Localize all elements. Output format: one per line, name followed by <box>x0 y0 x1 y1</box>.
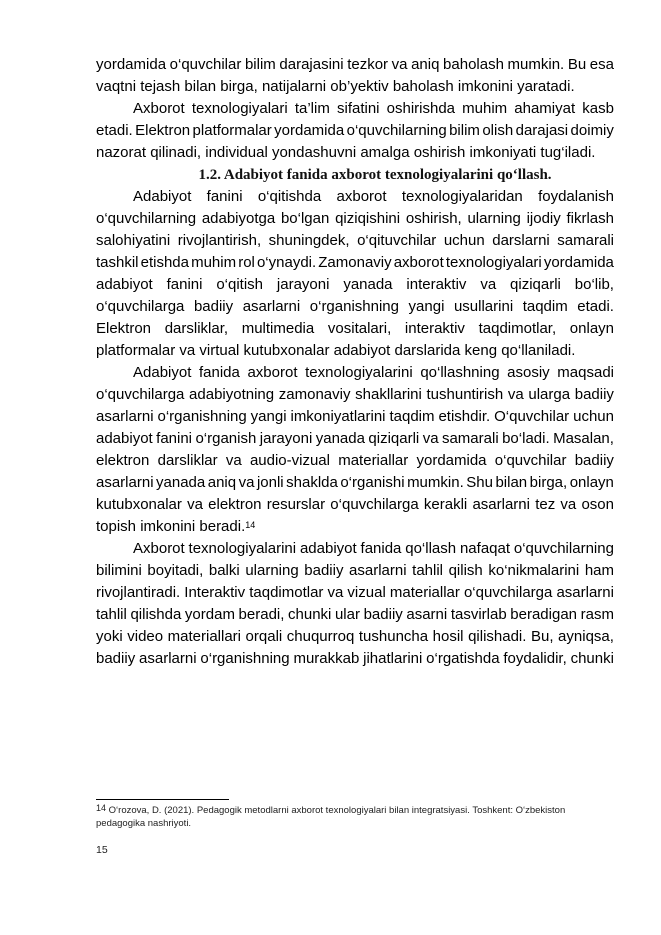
word: yordamida <box>416 452 487 469</box>
word: olish <box>482 122 514 139</box>
word: shuningdek, <box>268 232 350 249</box>
word: darajasi <box>515 122 569 139</box>
word: rasm <box>580 606 614 623</box>
word: qiziqarli <box>368 430 420 447</box>
word: shaklda <box>286 474 338 491</box>
text-line <box>96 252 614 274</box>
text-line <box>96 76 614 98</box>
word: axborot <box>336 188 387 205</box>
word: uchun <box>443 232 485 249</box>
word: ularga <box>528 386 571 403</box>
word: boyitadi, <box>147 562 204 579</box>
word: texnologiyalari <box>191 100 288 117</box>
word: yanada <box>156 474 206 491</box>
word: fanida <box>360 540 402 557</box>
word: bilan <box>495 474 528 491</box>
text-line <box>96 560 614 582</box>
text-line <box>96 494 614 516</box>
word: ham <box>584 562 614 579</box>
word: texnologiyalarini <box>305 364 413 381</box>
word: Shu <box>466 474 493 491</box>
word: o‘qituvchilar <box>357 232 437 249</box>
word: ta’lim <box>294 100 330 117</box>
word: fikrlash <box>566 210 614 227</box>
word: o‘quvchilarning <box>513 540 614 557</box>
word: yangi <box>250 408 287 425</box>
word: va <box>560 496 577 513</box>
word: onlayn <box>569 320 614 337</box>
word: tahlil <box>96 606 127 623</box>
word: balki <box>208 562 240 579</box>
word: o‘quvchilarga <box>463 584 553 601</box>
word: o‘rganishning <box>200 650 290 667</box>
word: etishda <box>140 254 189 271</box>
word: fanini <box>156 430 193 447</box>
word: va <box>422 430 439 447</box>
word: video <box>127 628 164 645</box>
word: asarlarni <box>96 474 154 491</box>
word: ularning <box>467 210 521 227</box>
text-line <box>96 54 614 76</box>
footnote-number: 14 <box>96 803 107 813</box>
word: tushuncha <box>358 628 429 645</box>
word: tasvirlab <box>450 606 507 623</box>
line-text: vaqtni tejash bilan birga, natijalarni ob’yektiv baholash imkonini yaratadi. <box>96 78 575 95</box>
line-text: topish imkonini beradi. <box>96 518 246 535</box>
word: va <box>187 496 203 513</box>
word: o‘rganishi <box>340 474 405 491</box>
word: hosil <box>432 628 464 645</box>
word: va <box>327 584 344 601</box>
word: texnologiyalaridan <box>401 188 523 205</box>
word: ular <box>334 606 360 623</box>
word: usullarini <box>453 298 514 315</box>
word: badiiy <box>574 386 614 403</box>
word: qilishda <box>130 606 182 623</box>
word: materiallar <box>338 452 409 469</box>
word: o‘rganish <box>195 430 257 447</box>
word: o‘quvchilarga <box>330 496 419 513</box>
word: bo‘ladi. <box>502 430 550 447</box>
word: o‘rganishning <box>309 298 399 315</box>
word: Adabiyot <box>133 188 192 205</box>
word: o‘qitish <box>216 276 264 293</box>
footnote-reference: 14 <box>245 520 256 530</box>
word: beradi, <box>238 606 285 623</box>
text-line <box>96 230 614 252</box>
line-text: nazorat qilinadi, individual yondashuvni amalga oshirish imkoniyati tug‘iladi. <box>96 144 596 161</box>
word: shakllarini <box>355 386 422 403</box>
word: onlayn <box>569 474 614 491</box>
word: aniq <box>207 474 237 491</box>
word: jonli <box>256 474 284 491</box>
word: badiiy <box>574 452 614 469</box>
word: darsliklar <box>157 452 218 469</box>
word: rol <box>238 254 255 271</box>
word: asarni <box>406 606 448 623</box>
word: kerakli <box>423 496 468 513</box>
word: imkoniyatlarini <box>290 408 386 425</box>
word: mumkin. <box>407 474 464 491</box>
footnote-separator <box>96 799 229 800</box>
word: va <box>225 452 242 469</box>
word: chunki <box>570 650 614 667</box>
word: foydalanish <box>538 188 614 205</box>
word: yordam <box>184 606 235 623</box>
word: Axborot <box>133 540 185 557</box>
word: asarlarni <box>96 408 154 425</box>
word: nafaqat <box>459 540 511 557</box>
word: badiiy <box>193 298 234 315</box>
word: o‘rganishning <box>157 408 247 425</box>
word: O‘quvchilar <box>494 408 570 425</box>
word: o‘quvchilarga <box>96 298 185 315</box>
text-line <box>96 186 614 208</box>
text-line <box>96 296 614 318</box>
section-heading: 1.2. Adabiyot fanida axborot texnologiyalarini qo‘llash. <box>198 167 552 183</box>
word: resurslar <box>266 496 326 513</box>
word: elektron <box>208 496 262 513</box>
text-line <box>96 582 614 604</box>
word: o‘quvchilarga <box>96 386 185 403</box>
word: adabiyotga <box>201 210 276 227</box>
text-line <box>96 538 614 560</box>
footnote <box>96 804 616 830</box>
word: qo‘llash <box>405 540 457 557</box>
word: Elektron <box>96 320 152 337</box>
word: tashkil <box>96 254 139 271</box>
word: texnologiyalarini <box>188 540 297 557</box>
word: asarlarni <box>242 298 301 315</box>
word: fanini <box>166 276 203 293</box>
word: elektron <box>96 452 150 469</box>
word: chuqurroq <box>286 628 355 645</box>
word: esa <box>589 56 614 73</box>
word: Bu, <box>530 628 554 645</box>
word: kutubxonalar <box>96 496 182 513</box>
word: materiallari <box>167 628 241 645</box>
word: audio-vizual <box>249 452 330 469</box>
text-line <box>96 208 614 230</box>
word: asarlarni <box>349 562 407 579</box>
word: doimiy <box>570 122 614 139</box>
word: platformalar <box>192 122 272 139</box>
word: bo‘lgan <box>280 210 330 227</box>
word: asarlarni <box>139 650 197 667</box>
document-body <box>96 54 614 670</box>
word: qilishadi. <box>468 628 527 645</box>
text-line <box>96 318 614 340</box>
word: texnologiyalari <box>445 254 542 271</box>
word: taqdimotlar, <box>478 320 557 337</box>
word: Masalan, <box>553 430 614 447</box>
word: zamonaviy <box>278 386 351 403</box>
word: o‘ynaydi. <box>256 254 317 271</box>
text-line <box>96 340 614 362</box>
line-text: platformalar va virtual kutubxonalar adabiyot darslarida keng qo‘llaniladi. <box>96 342 576 359</box>
word: darajasini <box>279 56 344 73</box>
text-line <box>96 472 614 494</box>
word: tez <box>535 496 556 513</box>
text-line <box>96 142 614 164</box>
word: o‘quvchilarning <box>96 210 197 227</box>
text-line <box>96 120 614 142</box>
text-line <box>96 428 614 450</box>
word: jarayoni <box>276 276 330 293</box>
word: badiiy <box>96 650 136 667</box>
word: taqdim <box>389 408 435 425</box>
word: interaktiv <box>406 276 467 293</box>
word: badiiy <box>363 606 403 623</box>
word: mumkin. <box>507 56 565 73</box>
word: o‘quvchilar <box>169 56 242 73</box>
footnote-text: O‘rozova, D. (2021). Pedagogik metodlarni axborot texnologiyalari bilan integratsiyasi. Toshkent: O‘zbekiston <box>106 805 566 816</box>
word: yoki <box>96 628 123 645</box>
word: Bu <box>567 56 587 73</box>
word: muhim <box>191 254 237 271</box>
word: adabiyotning <box>189 386 275 403</box>
word: fanini <box>206 188 243 205</box>
word: bilim <box>449 122 480 139</box>
page-number: 15 <box>96 844 108 856</box>
word: salohiyatini <box>96 232 171 249</box>
word: asarlarni <box>556 584 614 601</box>
word: baholash <box>443 56 504 73</box>
word: jihatlarini <box>363 650 423 667</box>
word: jarayoni <box>259 430 313 447</box>
word: ijodiy <box>526 210 561 227</box>
word: samarali <box>557 232 614 249</box>
word: etadi. <box>96 122 133 139</box>
word: bilim <box>244 56 276 73</box>
word: foydalidir, <box>503 650 567 667</box>
word: asosiy <box>507 364 550 381</box>
word: materiallar <box>389 584 460 601</box>
word: qiziqarli <box>510 276 561 293</box>
word: yordamida <box>543 254 614 271</box>
text-line <box>96 626 614 648</box>
word: adabiyot <box>96 430 153 447</box>
word: va <box>238 474 255 491</box>
word: ko‘nikmalarini <box>488 562 580 579</box>
word: etishdir. <box>438 408 491 425</box>
text-line <box>96 98 614 120</box>
word: kasb <box>582 100 614 117</box>
word: adabiyot <box>299 540 357 557</box>
text-line <box>96 274 614 296</box>
word: interaktiv <box>404 320 465 337</box>
word: tezkor <box>347 56 389 73</box>
word: qiziqishini <box>335 210 401 227</box>
word: asarlarni <box>472 496 530 513</box>
word: va <box>507 386 524 403</box>
word: tahlil <box>412 562 444 579</box>
text-line <box>96 362 614 384</box>
word: multimedia <box>241 320 315 337</box>
word: orqali <box>245 628 283 645</box>
word: axborot <box>247 364 298 381</box>
word: maqsadi <box>557 364 614 381</box>
word: yanada <box>343 276 393 293</box>
word: Axborot <box>133 100 185 117</box>
word: vositalari, <box>327 320 392 337</box>
word: darslarni <box>492 232 550 249</box>
word: ularning <box>245 562 299 579</box>
word: Elektron <box>135 122 191 139</box>
word: muhim <box>462 100 508 117</box>
word: badiiy <box>304 562 344 579</box>
word: Adabiyot <box>133 364 192 381</box>
word: aniq <box>411 56 440 73</box>
word: o‘quvchilarning <box>346 122 447 139</box>
word: taqdimotlar <box>249 584 324 601</box>
text-line <box>96 648 614 670</box>
footnote-line-2: pedagogika nashriyoti. <box>96 818 192 829</box>
text-line <box>96 406 614 428</box>
word: uchun <box>573 408 614 425</box>
word: oshirishda <box>386 100 456 117</box>
word: oson <box>581 496 614 513</box>
word: axborot <box>393 254 444 271</box>
word: yanada <box>315 430 365 447</box>
word: o‘quvchilar <box>494 452 567 469</box>
word: rivojlantirish, <box>177 232 262 249</box>
word: chunki <box>288 606 332 623</box>
word: etadi. <box>577 298 614 315</box>
word: Zamonaviy <box>318 254 392 271</box>
word: murakkab <box>293 650 360 667</box>
word: o‘qitishda <box>257 188 322 205</box>
word: fanida <box>198 364 240 381</box>
word: sifatini <box>336 100 380 117</box>
word: taqdim <box>522 298 568 315</box>
footnote-line-1 <box>96 804 616 817</box>
word: oshirish, <box>405 210 462 227</box>
word: yordamida <box>274 122 345 139</box>
word: ahamiyat <box>514 100 576 117</box>
word: bilimini <box>96 562 142 579</box>
word: bo‘lib, <box>574 276 614 293</box>
word: birga, <box>529 474 568 491</box>
word: ayniqsa, <box>558 628 614 645</box>
text-line <box>96 450 614 472</box>
text-line <box>96 604 614 626</box>
word: yangi <box>408 298 445 315</box>
word: beradigan <box>510 606 578 623</box>
word: va <box>480 276 497 293</box>
word: qilish <box>448 562 483 579</box>
word: tushuntirish <box>426 386 504 403</box>
word: rivojlantiradi. <box>96 584 181 601</box>
word: Interaktiv <box>184 584 246 601</box>
word: qo‘llashning <box>420 364 500 381</box>
word: adabiyot <box>96 276 153 293</box>
word: samarali <box>441 430 499 447</box>
word: va <box>391 56 408 73</box>
text-line <box>96 516 614 538</box>
word: vizual <box>347 584 386 601</box>
word: yordamida <box>96 56 167 73</box>
word: o‘rgatishda <box>426 650 500 667</box>
text-line <box>96 384 614 406</box>
word: darsliklar, <box>164 320 229 337</box>
